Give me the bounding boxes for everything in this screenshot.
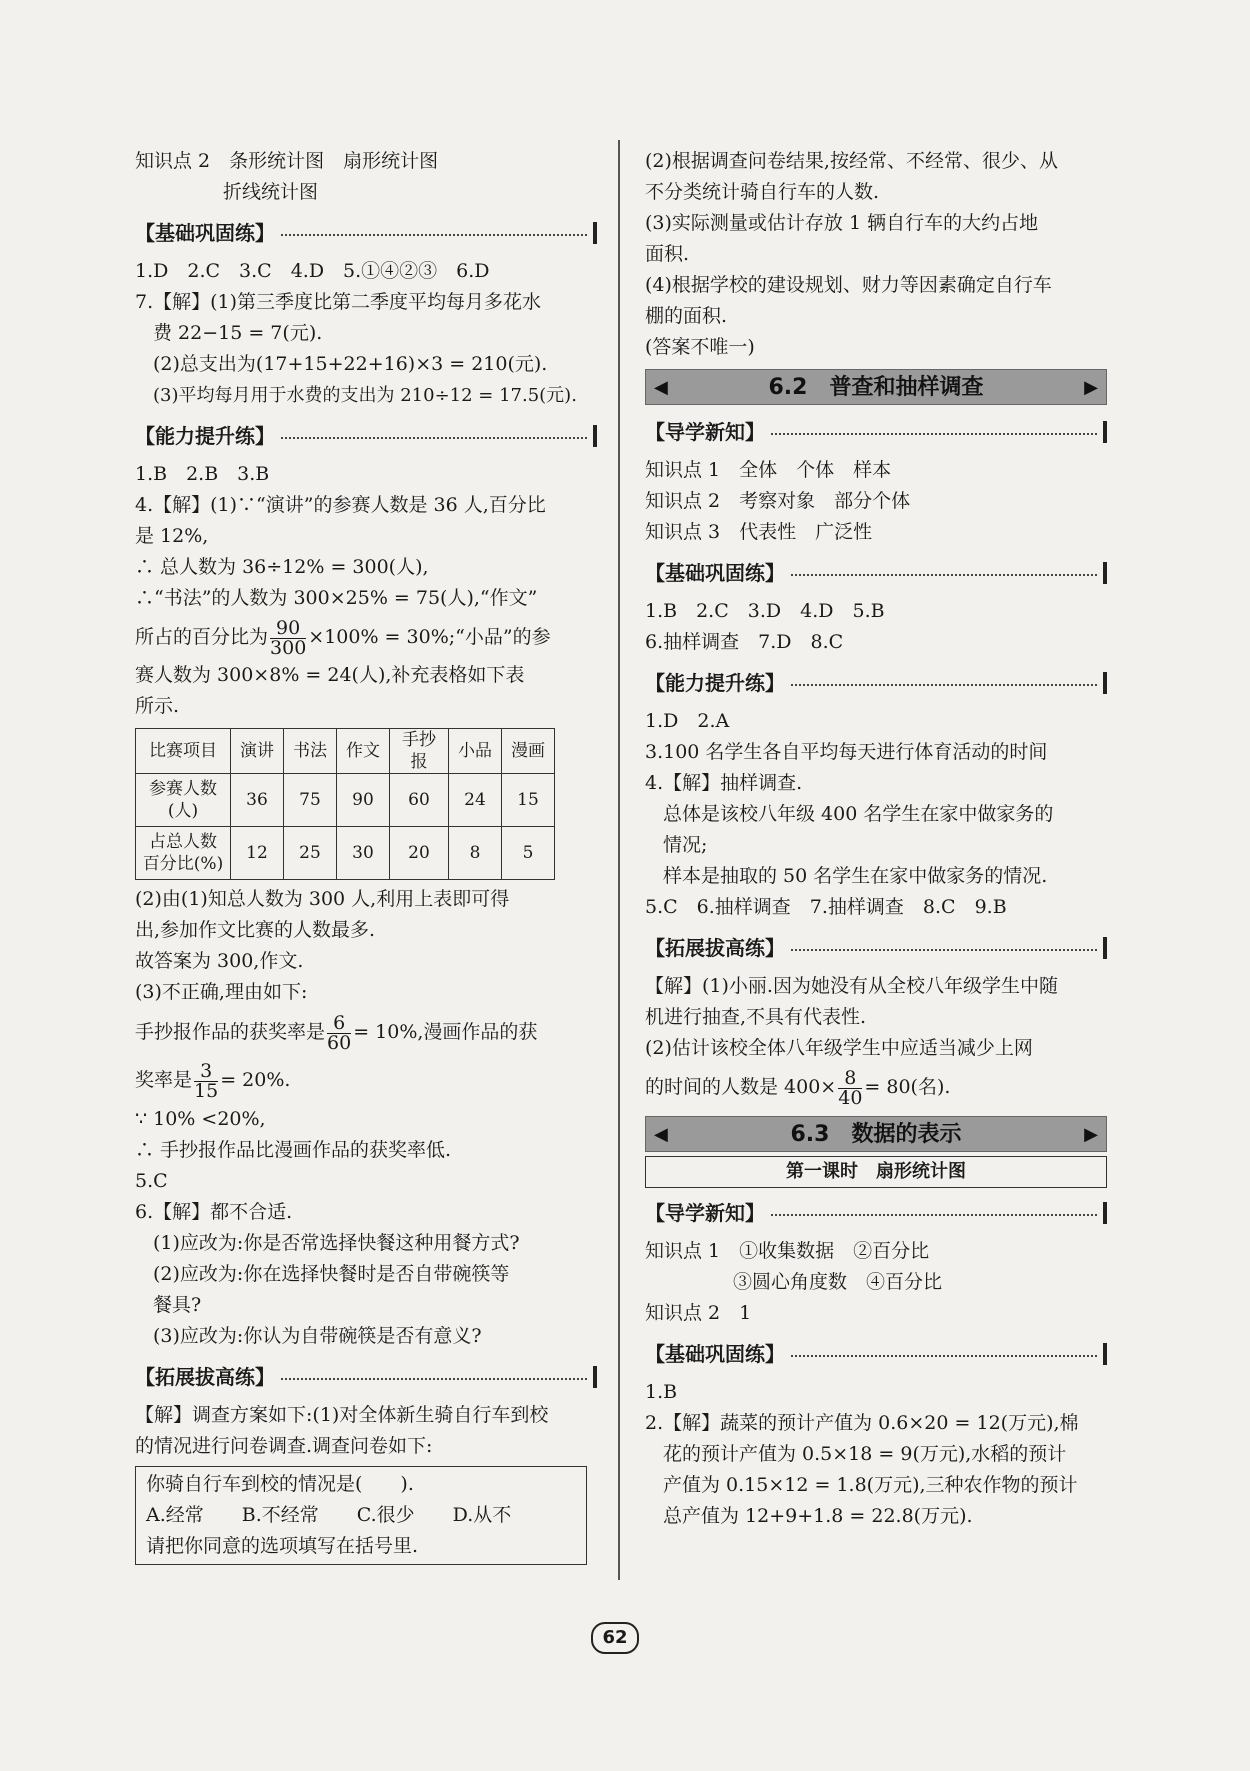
section-ability-practice: 【能力提升练】: [135, 419, 597, 453]
answer-line: (2)根据调查问卷结果,按经常、不经常、很少、从: [645, 150, 1058, 172]
table-cell: 5: [502, 827, 555, 880]
left-arrow-icon: ◀: [654, 1123, 668, 1145]
answer-line: ∵ 10% <20%,: [135, 1108, 266, 1130]
answer-line: 情况;: [663, 834, 708, 856]
table-cell: 小品: [449, 729, 502, 774]
answer-line-fraction: 奖率是 $\frac{3}{15}$ = 20%.: [135, 1059, 291, 1102]
answer-line: 1.B 2.C 3.D 4.D 5.B: [645, 600, 885, 622]
answer-line: 1.B: [645, 1381, 678, 1403]
answer-line: (3)应改为:你认为自带碗筷是否有意义?: [153, 1325, 482, 1347]
table-cell: 书法: [284, 729, 337, 774]
answer-line: 的情况进行问卷调查.调查问卷如下:: [135, 1435, 433, 1457]
table-row: [136, 774, 555, 827]
answer-line-fraction: 手抄报作品的获奖率是 $\frac{6}{60}$ = 10%,漫画作品的获: [135, 1011, 538, 1054]
right-column: [645, 146, 1107, 1532]
right-arrow-icon: ▶: [1084, 376, 1098, 398]
answer-line: 产值为 0.15×12 = 1.8(万元),三种农作物的预计: [663, 1474, 1078, 1496]
table-cell: 24: [449, 774, 502, 827]
table-cell: 30: [337, 827, 390, 880]
section-guided-learning: 【导学新知】: [645, 1196, 1107, 1230]
table-cell: 75: [284, 774, 337, 827]
answer-line: 4.【解】(1)∵“演讲”的参赛人数是 36 人,百分比: [135, 494, 546, 516]
answer-line: 4.【解】抽样调查.: [645, 772, 803, 794]
answer-line: 费 22−15 = 7(元).: [153, 322, 323, 344]
answer-line: 5.C 6.抽样调查 7.抽样调查 8.C 9.B: [645, 896, 1007, 918]
answer-line: 故答案为 300,作文.: [135, 950, 304, 972]
table-cell: 占总人数 百分比(%): [136, 827, 231, 880]
answer-line: 棚的面积.: [645, 305, 728, 327]
questionnaire-line: 请把你同意的选项填写在括号里.: [146, 1535, 419, 1557]
answer-line: 不分类统计骑自行车的人数.: [645, 181, 880, 203]
section-banner-6-3: ◀ 6.3 数据的表示 ▶: [645, 1116, 1107, 1152]
answer-line: 1.D 2.A: [645, 710, 730, 732]
answer-line: (3)实际测量或估计存放 1 辆自行车的大约占地: [645, 212, 1039, 234]
section-basic-practice: 【基础巩固练】: [135, 216, 597, 250]
answer-line: 【解】(1)小丽.因为她没有从全校八年级学生中随: [645, 975, 1058, 997]
table-header-row: [136, 729, 555, 774]
table-cell: 20: [390, 827, 449, 880]
fraction: $\frac{6}{60}$: [327, 1011, 352, 1054]
left-column: [135, 146, 597, 1565]
answer-line: (答案不唯一): [645, 336, 755, 358]
fraction: $\frac{8}{40}$: [838, 1066, 863, 1109]
answer-line: 总产值为 12+9+1.8 = 22.8(万元).: [663, 1505, 973, 1527]
lesson-subtitle: 第一课时 扇形统计图: [645, 1156, 1107, 1188]
answer-line: 【解】调查方案如下:(1)对全体新生骑自行车到校: [135, 1404, 549, 1426]
section-banner-6-2: ◀ 6.2 普查和抽样调查 ▶: [645, 369, 1107, 405]
answer-line: 总体是该校八年级 400 名学生在家中做家务的: [663, 803, 1054, 825]
answer-line: 样本是抽取的 50 名学生在家中做家务的情况.: [663, 865, 1048, 887]
questionnaire-line: 你骑自行车到校的情况是( ).: [146, 1473, 414, 1495]
section-guided-learning: 【导学新知】: [645, 415, 1107, 449]
answer-line: 是 12%,: [135, 525, 209, 547]
section-ability-practice: 【能力提升练】: [645, 666, 1107, 700]
table-cell: 手抄报: [390, 729, 449, 774]
answer-line: 3.100 名学生各自平均每天进行体育活动的时间: [645, 741, 1048, 763]
answer-line: 1.B 2.B 3.B: [135, 463, 270, 485]
answer-line: (2)总支出为(17+15+22+16)×3 = 210(元).: [153, 353, 548, 375]
table-cell: 8: [449, 827, 502, 880]
answer-line: ∴ 总人数为 36÷12% = 300(人),: [135, 556, 429, 578]
left-arrow-icon: ◀: [654, 376, 668, 398]
answer-line: 2.【解】蔬菜的预计产值为 0.6×20 = 12(万元),棉: [645, 1412, 1079, 1434]
answer-line-fraction: 的时间的人数是 400× $\frac{8}{40}$ = 80(名).: [645, 1066, 951, 1109]
answer-line: 面积.: [645, 243, 690, 265]
answer-line: ∴ 手抄报作品比漫画作品的获奖率低.: [135, 1139, 452, 1161]
answer-line: 餐具?: [153, 1294, 202, 1316]
section-basic-practice: 【基础巩固练】: [645, 1337, 1107, 1371]
answer-line: 知识点 3 代表性 广泛性: [645, 521, 873, 543]
answer-line: 6.抽样调查 7.D 8.C: [645, 631, 844, 653]
answer-line: (2)应改为:你在选择快餐时是否自带碗筷等: [153, 1263, 510, 1285]
table-cell: 60: [390, 774, 449, 827]
answer-line-fraction: 所占的百分比为 $\frac{90}{300}$ ×100% = 30%;“小品”的参: [135, 616, 551, 659]
right-arrow-icon: ▶: [1084, 1123, 1098, 1145]
answer-line: (3)平均每月用于水费的支出为 210÷12 = 17.5(元).: [153, 385, 577, 406]
heading-knowledge-point-2: 知识点 2 条形统计图 扇形统计图: [135, 150, 439, 172]
table-cell: 25: [284, 827, 337, 880]
answer-line: 机进行抽查,不具有代表性.: [645, 1006, 867, 1028]
answer-line: ∴“书法”的人数为 300×25% = 75(人),“作文”: [135, 587, 538, 609]
table-cell: 漫画: [502, 729, 555, 774]
answer-line: 出,参加作文比赛的人数最多.: [135, 919, 376, 941]
table-cell: 作文: [337, 729, 390, 774]
table-cell: 演讲: [231, 729, 284, 774]
fraction: $\frac{90}{300}$: [270, 616, 307, 659]
answer-line: 知识点 2 考察对象 部分个体: [645, 490, 911, 512]
table-cell: 比赛项目: [136, 729, 231, 774]
answer-line: 1.D 2.C 3.C 4.D 5.①④②③ 6.D: [135, 260, 490, 282]
table-cell: 15: [502, 774, 555, 827]
table-cell: 参赛人数 (人): [136, 774, 231, 827]
competition-table: [135, 728, 555, 880]
questionnaire-line: A.经常 B.不经常 C.很少 D.从不: [146, 1504, 512, 1526]
answer-line: 5.C: [135, 1170, 168, 1192]
answer-line: ③圆心角度数 ④百分比: [733, 1271, 943, 1293]
questionnaire-box: [135, 1466, 587, 1565]
table-cell: 36: [231, 774, 284, 827]
answer-line: (3)不正确,理由如下:: [135, 981, 308, 1003]
heading-line-graph: 折线统计图: [223, 181, 319, 203]
answer-line: 7.【解】(1)第三季度比第二季度平均每月多花水: [135, 291, 542, 313]
fraction: $\frac{3}{15}$: [194, 1059, 219, 1102]
answer-line: 6.【解】都不合适.: [135, 1201, 293, 1223]
answer-line: (2)由(1)知总人数为 300 人,利用上表即可得: [135, 888, 510, 910]
section-extension-practice: 【拓展拔高练】: [645, 931, 1107, 965]
answer-line: 所示.: [135, 695, 180, 717]
answer-line: 花的预计产值为 0.5×18 = 9(万元),水稻的预计: [663, 1443, 1067, 1465]
section-basic-practice: 【基础巩固练】: [645, 556, 1107, 590]
answer-line: (4)根据学校的建设规划、财力等因素确定自行车: [645, 274, 1052, 296]
section-extension-practice: 【拓展拔高练】: [135, 1360, 597, 1394]
answer-line: 赛人数为 300×8% = 24(人),补充表格如下表: [135, 664, 525, 686]
column-divider: [618, 140, 620, 1580]
answer-line: 知识点 2 1: [645, 1302, 752, 1324]
answer-line: 知识点 1 ①收集数据 ②百分比: [645, 1240, 930, 1262]
answer-line: 知识点 1 全体 个体 样本: [645, 459, 892, 481]
answer-line: (1)应改为:你是否常选择快餐这种用餐方式?: [153, 1232, 520, 1254]
page-number: 62: [591, 1622, 639, 1654]
table-row: [136, 827, 555, 880]
table-cell: 12: [231, 827, 284, 880]
answer-line: (2)估计该校全体八年级学生中应适当减少上网: [645, 1037, 1033, 1059]
table-cell: 90: [337, 774, 390, 827]
